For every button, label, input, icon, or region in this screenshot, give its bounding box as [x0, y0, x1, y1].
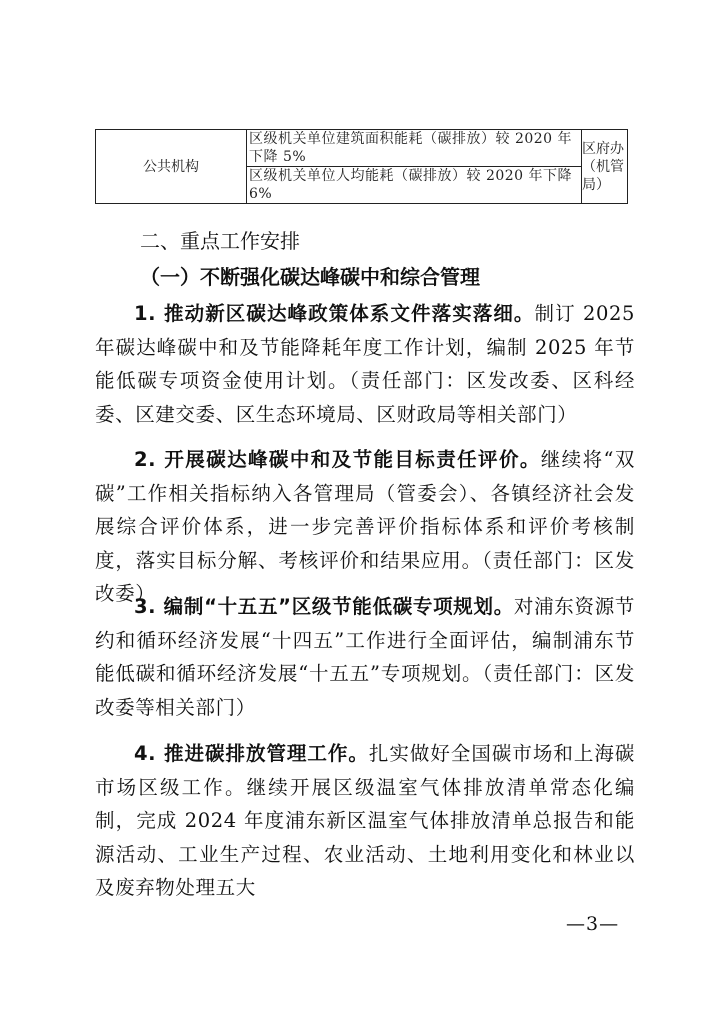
table-cell-target-2	[247, 167, 582, 203]
item-3-title: 3. 编制“十五五”区级节能低碳专项规划。	[134, 595, 514, 618]
table-cell-department	[96, 130, 247, 203]
paragraph-item-3	[95, 590, 635, 724]
targets-table	[95, 129, 628, 204]
target-2-text: 区级机关单位人均能耗（碳排放）较 2020 年下降 6%	[249, 168, 573, 202]
item-2-title: 2. 开展碳达峰碳中和及节能目标责任评价。	[134, 448, 541, 471]
item-4-body: 扎实做好全国碳市场和上海碳市场区级工作。继续开展区级温室气体排放清单常态化编制，完成 2024 年度浦东新区温室气体排放清单总报告和能源活动、工业生产过程、农业活动、土地利用变化和林业以及废弃物处理五大	[95, 742, 635, 899]
section-heading: 二、重点工作安排	[140, 229, 300, 253]
item-4-title: 4. 推进碳排放管理工作。	[134, 742, 369, 765]
paragraph-item-2	[95, 443, 635, 611]
item-1-title: 1. 推动新区碳达峰政策体系文件落实落细。	[134, 302, 535, 325]
target-1-text: 区级机关单位建筑面积能耗（碳排放）较 2020 年下降 5%	[249, 131, 573, 165]
item-1-body: 制订 2025 年碳达峰碳中和及节能降耗年度工作计划，编制 2025 年节能低碳专项资金使用计划。（责任部门：区发改委、区科经委、区建交委、区生态环境局、区财政局等相关部门）	[95, 302, 635, 426]
paragraph-item-4	[95, 737, 635, 905]
subsection-heading: （一）不断强化碳达峰碳中和综合管理	[140, 265, 480, 289]
table-cell-responsible	[582, 130, 627, 203]
page-number: —3—	[566, 913, 620, 935]
responsible-text: 区府办（机管局）	[582, 140, 624, 193]
item-3-body: 对浦东资源节约和循环经济发展“十四五”工作进行全面评估，编制浦东节能低碳和循环经济发展“十五五”专项规划。（责任部门：区发改委等相关部门）	[95, 595, 635, 719]
table-cell-target-1	[247, 130, 582, 167]
item-2-body: 继续将“双碳”工作相关指标纳入各管理局（管委会）、各镇经济社会发展综合评价体系，进一步完善评价指标体系和评价考核制度，落实目标分解、考核评价和结果应用。（责任部门：区发改委）	[95, 448, 635, 605]
paragraph-item-1	[95, 297, 635, 431]
department-text: 公共机构	[143, 158, 199, 175]
